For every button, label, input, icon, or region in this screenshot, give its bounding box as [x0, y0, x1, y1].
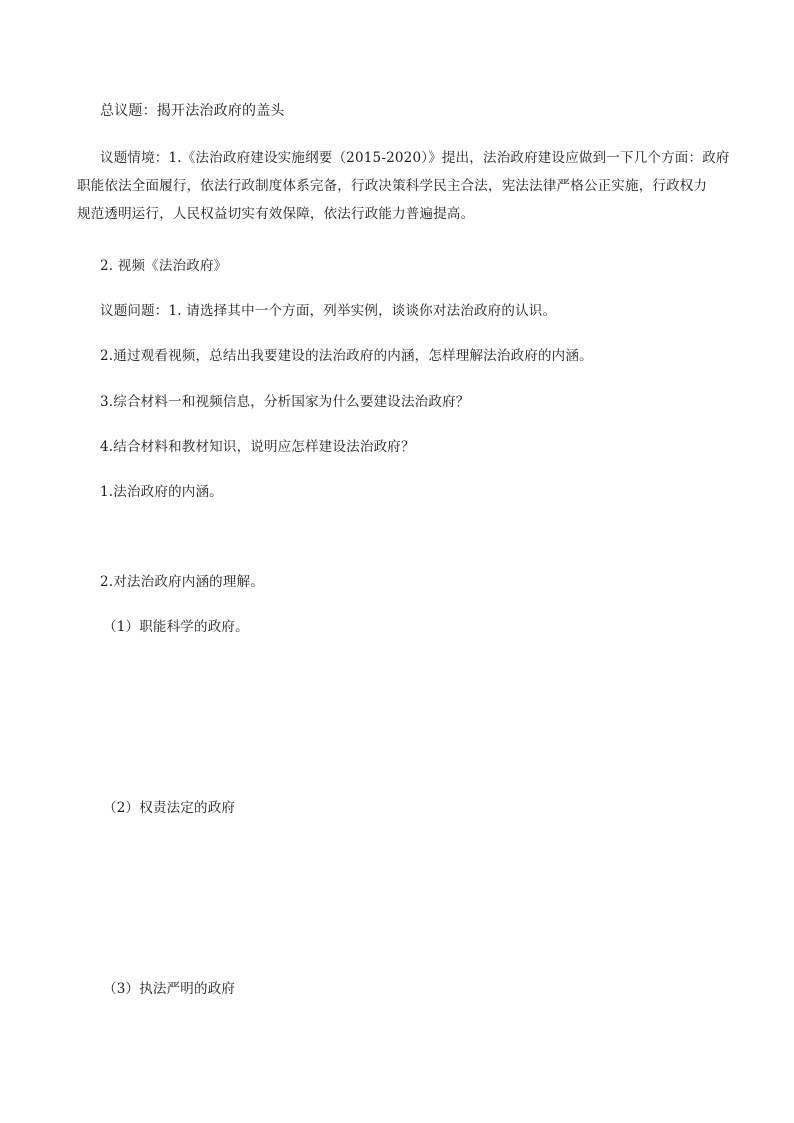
main-topic-title: 总议题：揭开法治政府的盖头	[100, 103, 285, 119]
video-item: 2. 视频《法治政府》	[100, 258, 228, 274]
sub-item-2: （2）权责法定的政府	[103, 800, 236, 816]
question-1: 议题问题：1. 请选择其中一个方面，列举实例，谈谈你对法治政府的认识。	[100, 303, 557, 319]
sub-item-1: （1）职能科学的政府。	[103, 619, 249, 635]
question-4: 4.结合材料和教材知识，说明应怎样建设法治政府？	[100, 439, 415, 455]
answer-1-heading: 1.法治政府的内涵。	[100, 484, 223, 500]
question-3: 3.综合材料一和视频信息，分析国家为什么要建设法治政府？	[100, 394, 470, 410]
sub-item-3: （3）执法严明的政府	[103, 981, 236, 997]
scenario-paragraph	[77, 144, 730, 228]
scenario-line-1: 议题情境：1.《法治政府建设实施纲要（2015-2020）》提出，法治政府建设应做到一下几个方面：政府	[100, 150, 730, 166]
answer-2-heading: 2.对法治政府内涵的理解。	[100, 574, 264, 590]
scenario-line-2: 职能依法全面履行，依法行政制度体系完备，行政决策科学民主合法，宪法法律严格公正实施，行政权力	[77, 178, 708, 194]
question-2: 2.通过观看视频，总结出我要建设的法治政府的内涵，怎样理解法治政府的内涵。	[100, 348, 593, 364]
scenario-line-3: 规范透明运行，人民权益切实有效保障，依法行政能力普遍提高。	[77, 206, 475, 222]
